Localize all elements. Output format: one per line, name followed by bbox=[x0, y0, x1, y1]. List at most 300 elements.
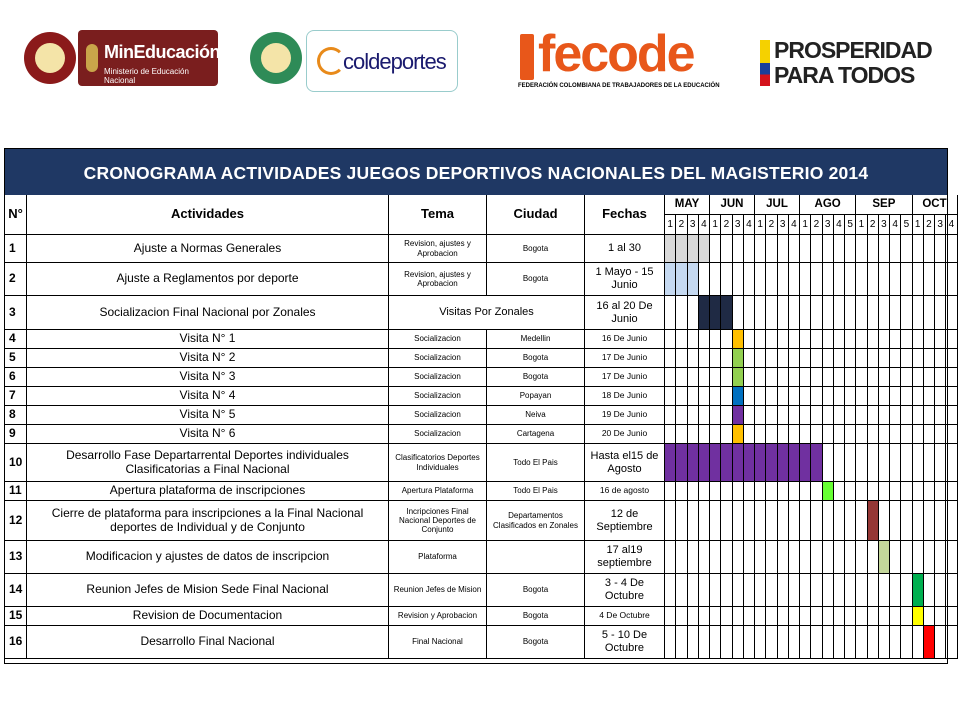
gantt-cell bbox=[845, 263, 856, 296]
gantt-cell bbox=[811, 607, 822, 626]
gantt-cell bbox=[868, 406, 879, 425]
gantt-cell bbox=[721, 235, 732, 263]
gantt-cell bbox=[744, 349, 755, 368]
gantt-cell bbox=[946, 387, 957, 406]
row-activity: Reunion Jefes de Mision Sede Final Nacional bbox=[27, 574, 389, 607]
gantt-cell bbox=[935, 387, 946, 406]
week-header: 3 bbox=[778, 215, 789, 235]
gantt-cell bbox=[766, 626, 777, 659]
gantt-cell bbox=[946, 574, 957, 607]
gantt-cell bbox=[721, 607, 732, 626]
gantt-bar-cell bbox=[665, 444, 676, 482]
gantt-cell bbox=[755, 607, 766, 626]
gantt-bar-cell bbox=[733, 349, 744, 368]
week-header: 5 bbox=[845, 215, 856, 235]
gantt-cell bbox=[755, 541, 766, 574]
row-fechas: 1 al 30 bbox=[585, 235, 665, 263]
gantt-bar-cell bbox=[913, 574, 924, 607]
gantt-cell bbox=[699, 349, 710, 368]
gantt-cell bbox=[924, 574, 935, 607]
gantt-cell bbox=[789, 349, 800, 368]
gantt-cell bbox=[845, 349, 856, 368]
gantt-cell bbox=[778, 406, 789, 425]
gantt-cell bbox=[935, 626, 946, 659]
gantt-cell bbox=[913, 444, 924, 482]
gantt-cell bbox=[789, 482, 800, 501]
gantt-cell bbox=[710, 263, 721, 296]
gantt-cell bbox=[890, 263, 901, 296]
gantt-cell bbox=[766, 235, 777, 263]
row-tema: Socializacion bbox=[389, 425, 487, 444]
gantt-cell bbox=[744, 387, 755, 406]
gantt-cell bbox=[789, 406, 800, 425]
week-header: 1 bbox=[710, 215, 721, 235]
row-number: 12 bbox=[5, 501, 27, 541]
gantt-cell bbox=[901, 330, 912, 349]
gantt-cell bbox=[845, 607, 856, 626]
gantt-cell bbox=[913, 541, 924, 574]
header-actividades: Actividades bbox=[27, 195, 389, 235]
gantt-cell bbox=[699, 541, 710, 574]
gantt-cell bbox=[924, 607, 935, 626]
gantt-cell bbox=[935, 235, 946, 263]
gantt-cell bbox=[935, 444, 946, 482]
row-fechas: Hasta el15 de Agosto bbox=[585, 444, 665, 482]
gantt-cell bbox=[879, 330, 890, 349]
gantt-cell bbox=[811, 330, 822, 349]
gantt-cell bbox=[879, 482, 890, 501]
week-header: 3 bbox=[823, 215, 834, 235]
gantt-cell bbox=[901, 368, 912, 387]
month-header-sep: SEP bbox=[856, 195, 912, 215]
gantt-cell bbox=[845, 296, 856, 330]
gantt-cell bbox=[710, 235, 721, 263]
gantt-cell bbox=[856, 541, 867, 574]
gantt-cell bbox=[856, 368, 867, 387]
gantt-cell bbox=[946, 541, 957, 574]
gantt-cell bbox=[676, 296, 687, 330]
gantt-cell bbox=[834, 574, 845, 607]
gantt-cell bbox=[845, 235, 856, 263]
gantt-cell bbox=[879, 574, 890, 607]
gantt-cell bbox=[778, 263, 789, 296]
gantt-cell bbox=[733, 296, 744, 330]
gantt-cell bbox=[789, 607, 800, 626]
mineducacion-logo bbox=[24, 28, 220, 88]
gantt-cell bbox=[946, 482, 957, 501]
gantt-cell bbox=[676, 626, 687, 659]
gantt-cell bbox=[823, 387, 834, 406]
gantt-cell bbox=[744, 482, 755, 501]
row-ciudad: Bogota bbox=[487, 626, 585, 659]
gantt-cell bbox=[665, 607, 676, 626]
gantt-cell bbox=[778, 296, 789, 330]
row-number: 15 bbox=[5, 607, 27, 626]
gantt-cell bbox=[699, 387, 710, 406]
gantt-cell bbox=[856, 296, 867, 330]
gantt-cell bbox=[688, 330, 699, 349]
gantt-cell bbox=[856, 501, 867, 541]
gantt-cell bbox=[699, 501, 710, 541]
gantt-cell bbox=[845, 574, 856, 607]
gantt-cell bbox=[800, 330, 811, 349]
gantt-cell bbox=[733, 541, 744, 574]
gantt-cell bbox=[879, 626, 890, 659]
row-number: 8 bbox=[5, 406, 27, 425]
gantt-cell bbox=[688, 574, 699, 607]
gantt-cell bbox=[924, 406, 935, 425]
gantt-cell bbox=[800, 349, 811, 368]
gantt-cell bbox=[946, 406, 957, 425]
gantt-cell bbox=[879, 444, 890, 482]
fecode-logo bbox=[518, 25, 720, 94]
month-header-jun: JUN bbox=[710, 195, 755, 215]
gantt-cell bbox=[879, 349, 890, 368]
gantt-cell bbox=[868, 330, 879, 349]
gantt-bar-cell bbox=[789, 444, 800, 482]
gantt-bar-cell bbox=[699, 444, 710, 482]
gantt-cell bbox=[890, 541, 901, 574]
gantt-cell bbox=[913, 501, 924, 541]
gantt-cell bbox=[834, 263, 845, 296]
gantt-cell bbox=[699, 368, 710, 387]
gantt-cell bbox=[901, 482, 912, 501]
gantt-cell bbox=[834, 330, 845, 349]
gantt-cell bbox=[890, 574, 901, 607]
gantt-cell bbox=[811, 349, 822, 368]
gantt-cell bbox=[811, 406, 822, 425]
week-header: 2 bbox=[868, 215, 879, 235]
gantt-cell bbox=[901, 626, 912, 659]
gantt-cell bbox=[913, 368, 924, 387]
row-activity: Apertura plataforma de inscripciones bbox=[27, 482, 389, 501]
gantt-cell bbox=[890, 368, 901, 387]
row-number: 2 bbox=[5, 263, 27, 296]
month-header-jul: JUL bbox=[755, 195, 800, 215]
gantt-cell bbox=[811, 387, 822, 406]
gantt-cell bbox=[834, 541, 845, 574]
gantt-cell bbox=[935, 541, 946, 574]
week-header: 3 bbox=[935, 215, 946, 235]
gantt-cell bbox=[901, 501, 912, 541]
gantt-cell bbox=[710, 541, 721, 574]
gantt-cell bbox=[834, 425, 845, 444]
gantt-cell bbox=[789, 626, 800, 659]
gantt-cell bbox=[665, 626, 676, 659]
gantt-bar-cell bbox=[710, 296, 721, 330]
row-tema: Final Nacional bbox=[389, 626, 487, 659]
gantt-cell bbox=[946, 349, 957, 368]
gantt-cell bbox=[845, 444, 856, 482]
fecode-tower-icon bbox=[520, 34, 534, 80]
gantt-bar-cell bbox=[676, 444, 687, 482]
gantt-cell bbox=[890, 626, 901, 659]
gantt-cell bbox=[890, 501, 901, 541]
gantt-bar-cell bbox=[733, 330, 744, 349]
gantt-cell bbox=[924, 425, 935, 444]
gantt-cell bbox=[946, 296, 957, 330]
gantt-cell bbox=[800, 482, 811, 501]
week-header: 1 bbox=[856, 215, 867, 235]
gantt-cell bbox=[935, 368, 946, 387]
gantt-cell bbox=[688, 501, 699, 541]
gantt-cell bbox=[913, 349, 924, 368]
gantt-cell bbox=[879, 387, 890, 406]
gantt-cell bbox=[665, 482, 676, 501]
gantt-cell bbox=[688, 626, 699, 659]
gantt-cell bbox=[800, 235, 811, 263]
coldeportes-title: coldeportes bbox=[343, 49, 446, 74]
gantt-cell bbox=[688, 406, 699, 425]
gantt-cell bbox=[856, 330, 867, 349]
row-fechas: 12 de Septiembre bbox=[585, 501, 665, 541]
gantt-cell bbox=[755, 235, 766, 263]
gantt-cell bbox=[710, 482, 721, 501]
row-ciudad: Bogota bbox=[487, 235, 585, 263]
gantt-cell bbox=[665, 406, 676, 425]
row-tema: Visitas Por Zonales bbox=[389, 296, 585, 330]
gantt-bar-cell bbox=[710, 444, 721, 482]
gantt-cell bbox=[721, 425, 732, 444]
gantt-bar-cell bbox=[913, 607, 924, 626]
gantt-cell bbox=[699, 425, 710, 444]
gantt-cell bbox=[710, 406, 721, 425]
gantt-cell bbox=[811, 425, 822, 444]
gantt-cell bbox=[710, 501, 721, 541]
gantt-cell bbox=[688, 387, 699, 406]
gantt-cell bbox=[834, 387, 845, 406]
gantt-cell bbox=[890, 425, 901, 444]
gantt-bar-cell bbox=[699, 235, 710, 263]
gantt-cell bbox=[676, 368, 687, 387]
gantt-cell bbox=[755, 406, 766, 425]
gantt-cell bbox=[868, 387, 879, 406]
gantt-cell bbox=[946, 330, 957, 349]
gantt-cell bbox=[834, 482, 845, 501]
gantt-cell bbox=[811, 263, 822, 296]
gantt-cell bbox=[744, 296, 755, 330]
gantt-cell bbox=[845, 501, 856, 541]
gantt-cell bbox=[868, 425, 879, 444]
gantt-cell bbox=[924, 501, 935, 541]
gantt-cell bbox=[676, 425, 687, 444]
gantt-cell bbox=[811, 368, 822, 387]
gantt-cell bbox=[901, 607, 912, 626]
gantt-cell bbox=[823, 349, 834, 368]
gantt-cell bbox=[935, 501, 946, 541]
row-tema: Socializacion bbox=[389, 406, 487, 425]
gantt-cell bbox=[834, 501, 845, 541]
gantt-cell bbox=[823, 501, 834, 541]
row-fechas: 3 - 4 De Octubre bbox=[585, 574, 665, 607]
row-activity: Visita N° 1 bbox=[27, 330, 389, 349]
gantt-cell bbox=[755, 368, 766, 387]
coldeportes-mark-icon bbox=[317, 47, 345, 75]
gantt-cell bbox=[890, 387, 901, 406]
gantt-cell bbox=[710, 368, 721, 387]
gantt-cell bbox=[834, 349, 845, 368]
gantt-cell bbox=[789, 425, 800, 444]
gantt-cell bbox=[721, 387, 732, 406]
row-fechas: 1 Mayo - 15 Junio bbox=[585, 263, 665, 296]
gantt-cell bbox=[834, 626, 845, 659]
gantt-cell bbox=[924, 541, 935, 574]
gantt-bar-cell bbox=[721, 296, 732, 330]
gantt-cell bbox=[868, 482, 879, 501]
colombia-flag-icon bbox=[760, 40, 770, 86]
gantt-cell bbox=[665, 330, 676, 349]
week-header: 2 bbox=[721, 215, 732, 235]
week-header: 1 bbox=[755, 215, 766, 235]
row-activity: Visita N° 3 bbox=[27, 368, 389, 387]
gantt-cell bbox=[868, 444, 879, 482]
mineducacion-mark-icon bbox=[86, 44, 98, 72]
gantt-cell bbox=[901, 406, 912, 425]
gantt-cell bbox=[710, 574, 721, 607]
gantt-cell bbox=[710, 349, 721, 368]
gantt-cell bbox=[721, 541, 732, 574]
gantt-cell bbox=[721, 368, 732, 387]
schedule-table bbox=[4, 148, 955, 664]
gantt-cell bbox=[699, 607, 710, 626]
gantt-cell bbox=[823, 541, 834, 574]
row-number: 5 bbox=[5, 349, 27, 368]
gantt-cell bbox=[721, 482, 732, 501]
gantt-cell bbox=[901, 349, 912, 368]
gantt-bar-cell bbox=[868, 501, 879, 541]
gantt-cell bbox=[845, 330, 856, 349]
gantt-cell bbox=[665, 387, 676, 406]
gantt-cell bbox=[811, 296, 822, 330]
gantt-bar-cell bbox=[924, 626, 935, 659]
row-activity: Revision de Documentacion bbox=[27, 607, 389, 626]
row-ciudad: Bogota bbox=[487, 368, 585, 387]
gantt-cell bbox=[676, 349, 687, 368]
row-activity: Desarrollo Final Nacional bbox=[27, 626, 389, 659]
gantt-cell bbox=[744, 607, 755, 626]
gantt-cell bbox=[924, 349, 935, 368]
row-ciudad: Bogota bbox=[487, 607, 585, 626]
gantt-cell bbox=[755, 296, 766, 330]
gantt-cell bbox=[935, 296, 946, 330]
row-ciudad: Bogota bbox=[487, 349, 585, 368]
gantt-cell bbox=[935, 574, 946, 607]
row-activity: Socializacion Final Nacional por Zonales bbox=[27, 296, 389, 330]
gantt-cell bbox=[845, 406, 856, 425]
gantt-cell bbox=[823, 425, 834, 444]
gantt-cell bbox=[721, 501, 732, 541]
gantt-cell bbox=[901, 425, 912, 444]
gantt-cell bbox=[913, 330, 924, 349]
gantt-cell bbox=[856, 482, 867, 501]
gantt-cell bbox=[778, 482, 789, 501]
gantt-cell bbox=[755, 263, 766, 296]
gantt-cell bbox=[733, 263, 744, 296]
gantt-cell bbox=[665, 574, 676, 607]
gantt-cell bbox=[913, 482, 924, 501]
gantt-cell bbox=[744, 626, 755, 659]
gantt-cell bbox=[856, 235, 867, 263]
row-activity: Modificacion y ajustes de datos de inscripcion bbox=[27, 541, 389, 574]
gantt-cell bbox=[823, 368, 834, 387]
gantt-cell bbox=[800, 406, 811, 425]
row-fechas: 16 de agosto bbox=[585, 482, 665, 501]
gantt-cell bbox=[778, 387, 789, 406]
gantt-cell bbox=[733, 501, 744, 541]
row-number: 10 bbox=[5, 444, 27, 482]
gantt-cell bbox=[789, 296, 800, 330]
gantt-cell bbox=[890, 482, 901, 501]
gantt-cell bbox=[856, 425, 867, 444]
gantt-cell bbox=[823, 444, 834, 482]
gantt-bar-cell bbox=[688, 235, 699, 263]
gantt-cell bbox=[913, 406, 924, 425]
row-fechas: 16 De Junio bbox=[585, 330, 665, 349]
gantt-cell bbox=[924, 296, 935, 330]
gantt-cell bbox=[755, 330, 766, 349]
gantt-bar-cell bbox=[676, 263, 687, 296]
week-header: 4 bbox=[946, 215, 957, 235]
row-fechas: 5 - 10 De Octubre bbox=[585, 626, 665, 659]
gantt-cell bbox=[834, 296, 845, 330]
week-header: 3 bbox=[688, 215, 699, 235]
gantt-cell bbox=[856, 387, 867, 406]
gantt-cell bbox=[778, 425, 789, 444]
gantt-cell bbox=[665, 296, 676, 330]
gantt-cell bbox=[834, 368, 845, 387]
gantt-cell bbox=[744, 541, 755, 574]
gantt-cell bbox=[913, 296, 924, 330]
gantt-cell bbox=[721, 406, 732, 425]
week-header: 1 bbox=[665, 215, 676, 235]
gantt-cell bbox=[935, 406, 946, 425]
gantt-cell bbox=[924, 482, 935, 501]
gantt-cell bbox=[890, 607, 901, 626]
row-number: 16 bbox=[5, 626, 27, 659]
header-ciudad: Ciudad bbox=[487, 195, 585, 235]
fecode-subtitle: FEDERACIÓN COLOMBIANA DE TRABAJADORES DE LA EDUCACIÓN bbox=[518, 83, 720, 89]
row-tema: Incripciones Final Nacional Deportes de Conjunto bbox=[389, 501, 487, 541]
gantt-cell bbox=[789, 263, 800, 296]
gantt-cell bbox=[778, 607, 789, 626]
gantt-cell bbox=[868, 296, 879, 330]
week-header: 2 bbox=[924, 215, 935, 235]
gantt-cell bbox=[913, 263, 924, 296]
row-fechas: 16 al 20 De Junio bbox=[585, 296, 665, 330]
gantt-cell bbox=[676, 482, 687, 501]
gantt-cell bbox=[901, 263, 912, 296]
row-ciudad bbox=[487, 541, 585, 574]
gantt-cell bbox=[800, 501, 811, 541]
gantt-cell bbox=[946, 235, 957, 263]
colombia-seal-icon bbox=[24, 32, 76, 84]
row-ciudad: Bogota bbox=[487, 574, 585, 607]
gantt-cell bbox=[879, 368, 890, 387]
row-activity: Visita N° 2 bbox=[27, 349, 389, 368]
gantt-cell bbox=[811, 541, 822, 574]
gantt-cell bbox=[778, 349, 789, 368]
row-tema: Socializacion bbox=[389, 330, 487, 349]
gantt-cell bbox=[946, 263, 957, 296]
gantt-cell bbox=[789, 368, 800, 387]
gantt-cell bbox=[879, 406, 890, 425]
gantt-cell bbox=[676, 541, 687, 574]
gantt-cell bbox=[890, 235, 901, 263]
gantt-cell bbox=[924, 444, 935, 482]
row-tema: Clasificatorios Deportes Individuales bbox=[389, 444, 487, 482]
gantt-cell bbox=[946, 425, 957, 444]
gantt-cell bbox=[823, 330, 834, 349]
